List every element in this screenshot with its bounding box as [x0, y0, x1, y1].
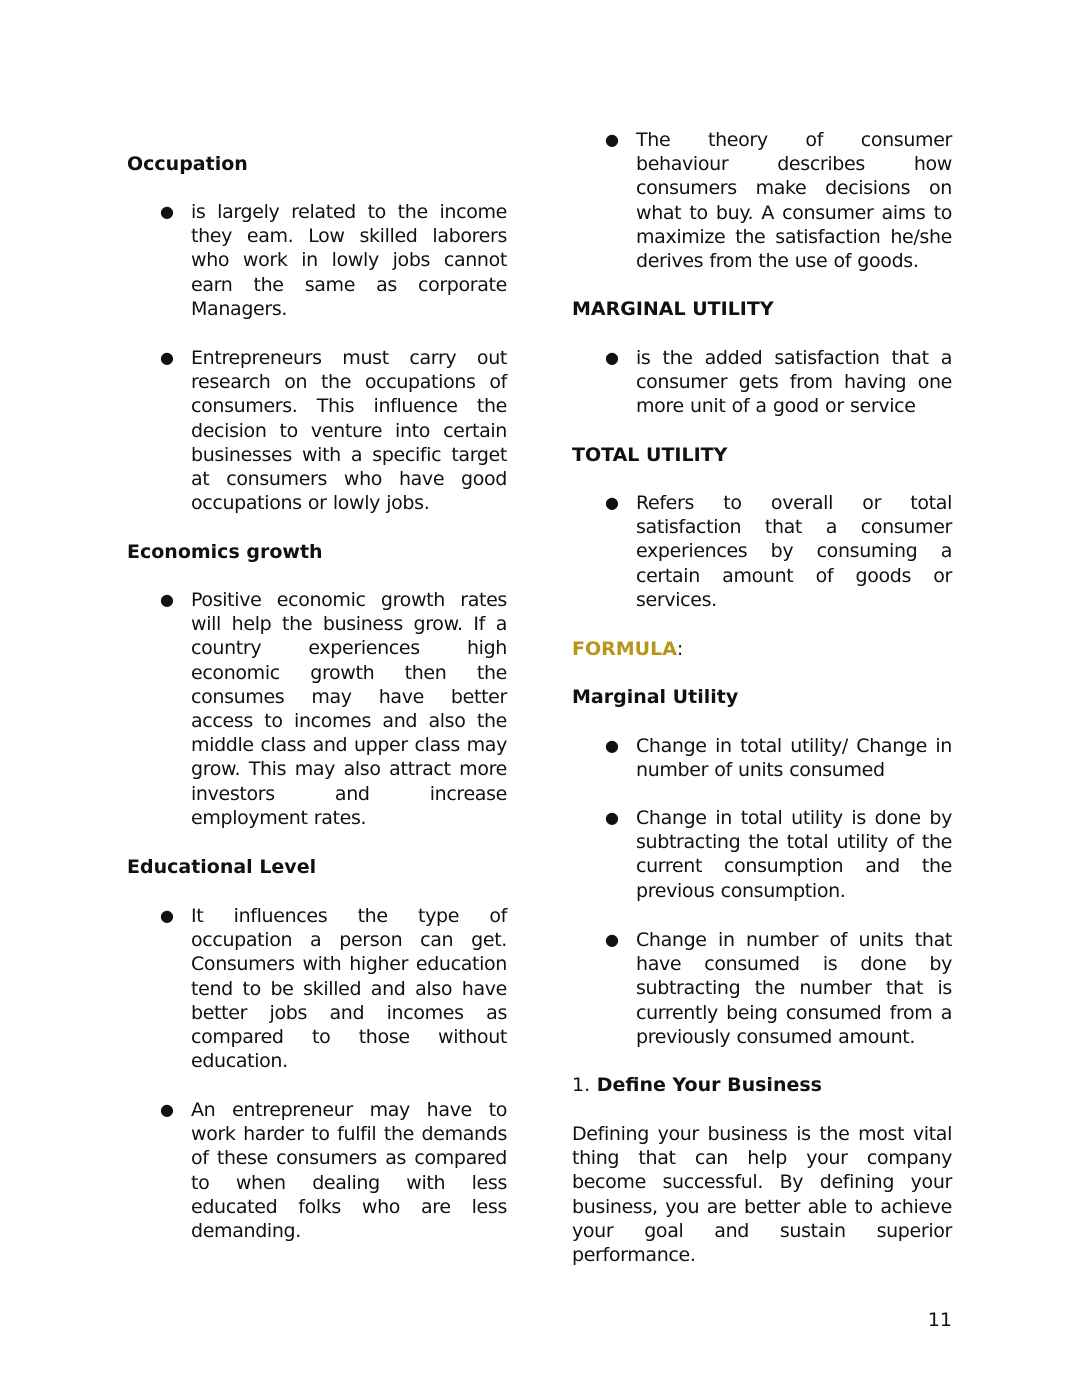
- list-item-formula-2: [605, 806, 952, 903]
- section-heading-marginal-utility-formula: Marginal Utility: [572, 686, 739, 708]
- section-heading-define-business: [572, 1073, 952, 1097]
- list-item-total-utility-1: [605, 491, 952, 612]
- bullet-text: Change in total utility is done by subtracting the total utility of the current consumption and the previous consumption.: [636, 807, 952, 902]
- bullet-text: Positive economic growth rates will help the business grow. If a country experiences high economic growth then the consumes may have better access to incomes and also the middle class and upper class may grow. This may also attract more investors and increase employment rates.: [191, 589, 507, 829]
- bullet-text: The theory of consumer behaviour describes how consumers make decisions on what to buy. A consumer aims to maximize the satisfaction he/she derives from the use of goods.: [636, 129, 952, 273]
- section-number: 1.: [572, 1074, 591, 1096]
- section-heading-total-utility: TOTAL UTILITY: [572, 444, 728, 466]
- list-item-educational-level-2: [160, 1098, 507, 1243]
- bullet-text: Change in total utility/ Change in number of units consumed: [636, 735, 952, 782]
- bullet-icon: ●: [160, 1100, 174, 1119]
- formula-colon: :: [676, 638, 684, 660]
- list-item-occupation-2: [160, 346, 507, 515]
- bullet-text: is largely related to the income they eam. Low skilled laborers who work in lowly jobs cannot earn the same as corporate Managers.: [191, 201, 507, 320]
- list-item-marginal-utility-1: [605, 346, 952, 419]
- list-item-economics-growth-1: [160, 588, 507, 830]
- list-item-occupation-1: [160, 200, 507, 321]
- bullet-icon: ●: [605, 493, 619, 512]
- bullet-icon: ●: [605, 930, 619, 949]
- bullet-icon: ●: [160, 906, 174, 925]
- section-heading-educational-level: Educational Level: [127, 856, 317, 878]
- define-business-paragraph: Defining your business is the most vital thing that can help your company become successful. By defining your business, you are better able to achieve your goal and sustain superior performance.: [572, 1123, 952, 1267]
- bullet-icon: ●: [605, 348, 619, 367]
- section-heading-economics-growth: Economics growth: [127, 541, 323, 563]
- bullet-icon: ●: [605, 130, 619, 149]
- list-item-consumer-theory: [605, 128, 952, 273]
- list-item-educational-level-1: [160, 904, 507, 1073]
- bullet-text: is the added satisfaction that a consumer gets from having one more unit of a good or service: [636, 347, 952, 418]
- bullet-icon: ●: [605, 808, 619, 827]
- bullet-icon: ●: [160, 590, 174, 609]
- bullet-text: An entrepreneur may have to work harder to fulfil the demands of these consumers as compared to when dealing with less educated folks who are less demanding.: [191, 1099, 507, 1243]
- bullet-icon: ●: [160, 202, 174, 221]
- section-heading-marginal-utility: MARGINAL UTILITY: [572, 298, 774, 320]
- bullet-text: Change in number of units that have consumed is done by subtracting the number that is currently being consumed from a previously consumed amount.: [636, 929, 952, 1048]
- bullet-icon: ●: [160, 348, 174, 367]
- bullet-text: Refers to overall or total satisfaction that a consumer experiences by consuming a certain amount of goods or services.: [636, 492, 952, 611]
- section-title: Define Your Business: [596, 1074, 822, 1096]
- bullet-text: It influences the type of occupation a person can get. Consumers with higher education tend to be skilled and also have better jobs and incomes as compared to those without education.: [191, 905, 507, 1073]
- list-item-formula-3: [605, 928, 952, 1049]
- bullet-text: Entrepreneurs must carry out research on the occupations of consumers. This influence the decision to venture into certain businesses with a specific target at consumers who have good occupations or lowly jobs.: [191, 347, 507, 515]
- bullet-icon: ●: [605, 736, 619, 755]
- formula-label: [572, 637, 952, 661]
- section-heading-occupation: Occupation: [127, 153, 248, 175]
- page-number: 11: [927, 1309, 952, 1331]
- list-item-formula-1: [605, 734, 952, 782]
- formula-word: FORMULA: [572, 638, 677, 660]
